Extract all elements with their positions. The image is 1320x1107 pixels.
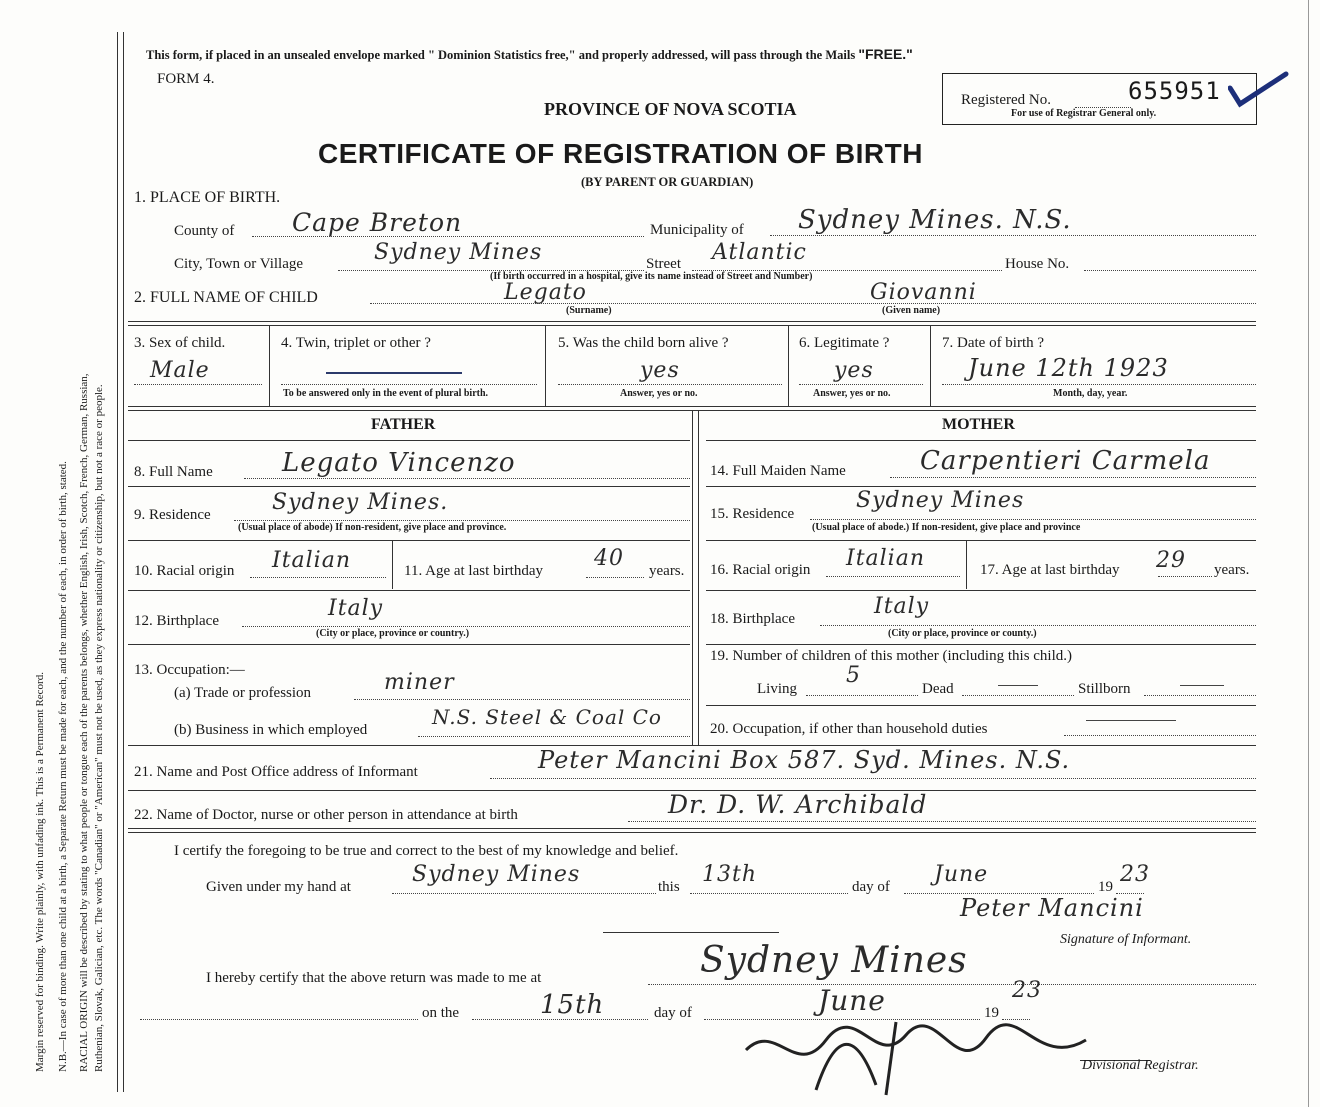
- registrar-year-value: 23: [1012, 978, 1042, 1003]
- legitimate-note: Answer, yes or no.: [813, 388, 891, 399]
- dead-dash: [998, 685, 1038, 686]
- alive-value: yes: [640, 358, 680, 383]
- binding-border-inner: [123, 32, 124, 1092]
- mother-birthplace-note: (City or place, province or county.): [888, 628, 1037, 639]
- doctor-value: Dr. D. W. Archibald: [668, 790, 928, 819]
- year-value: 23: [1120, 862, 1150, 887]
- father-birthplace-note: (City or place, province or country.): [316, 628, 470, 639]
- mother-residence-label: 15. Residence: [710, 506, 795, 522]
- registrar-day-value: 15th: [540, 990, 605, 1020]
- mother-name-value: Carpentieri Carmela: [920, 446, 1211, 476]
- alive-label: 5. Was the child born alive ?: [558, 335, 729, 351]
- registered-no-value: 655951: [1128, 77, 1221, 105]
- on-the-label: on the: [422, 1005, 460, 1021]
- father-age-value: 40: [594, 546, 624, 571]
- certificate-subtitle: (BY PARENT OR GUARDIAN): [581, 175, 754, 189]
- informant-value: Peter Mancini Box 587. Syd. Mines. N.S.: [538, 746, 1071, 774]
- city-value: Sydney Mines: [374, 240, 543, 265]
- given-name-label: (Given name): [882, 305, 941, 316]
- living-label: Living: [757, 681, 797, 697]
- checkmark-icon: [1228, 70, 1290, 110]
- mother-occupation-label: 20. Occupation, if other than household duties: [710, 721, 988, 737]
- margin-note-4: Ruthenian, Slovak, Galician, etc. The words "Canadian" or "American" must not be used, as they express nationality or citizenship, but not a race or people.: [93, 384, 105, 1072]
- father-birthplace-value: Italy: [328, 596, 384, 621]
- mother-heading: MOTHER: [942, 416, 1015, 433]
- mother-name-label: 14. Full Maiden Name: [710, 463, 846, 479]
- dob-note: Month, day, year.: [1053, 388, 1128, 399]
- stillborn-dash: [1180, 685, 1224, 686]
- business-label: (b) Business in which employed: [174, 722, 368, 738]
- twin-label: 4. Twin, triplet or other ?: [281, 335, 431, 351]
- father-race-value: Italian: [272, 548, 352, 573]
- surname-value: Legato: [504, 280, 587, 305]
- registrar-statement: I hereby certify that the above return was made to me at: [206, 970, 542, 986]
- mail-notice: This form, if placed in an unsealed envelope marked " Dominion Statistics free," and properly addressed, will pass through the Mails "FREE.": [146, 46, 913, 62]
- day-of-label: day of: [852, 879, 890, 895]
- twin-note: To be answered only in the event of plural birth.: [283, 388, 489, 399]
- doctor-label: 22. Name of Doctor, nurse or other person in attendance at birth: [134, 807, 518, 823]
- dob-value: June 12th 1923: [968, 354, 1169, 382]
- registered-note: For use of Registrar General only.: [1011, 108, 1157, 119]
- stillborn-label: Stillborn: [1078, 681, 1131, 697]
- municipality-value: Sydney Mines. N.S.: [798, 205, 1072, 235]
- this-label: this: [658, 879, 680, 895]
- father-race-label: 10. Racial origin: [134, 563, 235, 579]
- day-value: 13th: [702, 862, 758, 887]
- right-edge: [1308, 0, 1309, 1107]
- province-heading: PROVINCE OF NOVA SCOTIA: [544, 99, 797, 119]
- father-occupation-label: 13. Occupation:—: [134, 662, 245, 678]
- street-value: Atlantic: [712, 240, 807, 265]
- given-name-value: Giovanni: [870, 280, 977, 305]
- father-residence-label: 9. Residence: [134, 507, 211, 523]
- legitimate-label: 6. Legitimate ?: [799, 335, 890, 351]
- binding-border: [117, 32, 118, 1092]
- margin-note-3: RACIAL ORIGIN will be described by stating to what people or tongue each of the parents belongs, whether English, Irish, Scotch, French, German, Russian,: [78, 373, 90, 1072]
- informant-label: 21. Name and Post Office address of Informant: [134, 764, 418, 780]
- county-label: County of: [174, 223, 235, 239]
- mother-age-value: 29: [1156, 548, 1186, 573]
- father-residence-value: Sydney Mines.: [272, 490, 449, 515]
- father-name-label: 8. Full Name: [134, 464, 213, 480]
- child-name-label: 2. FULL NAME OF CHILD: [134, 289, 318, 306]
- business-value: N.S. Steel & Coal Co: [432, 705, 662, 729]
- margin-note-2: N.B.—In case of more than one child at a birth, a Separate Return must be made for each, and the number of each, in order of birth, stated.: [57, 461, 69, 1072]
- trade-label: (a) Trade or profession: [174, 685, 312, 701]
- informant-signature: Peter Mancini: [960, 894, 1144, 922]
- house-no-label: House No.: [1005, 256, 1070, 272]
- father-heading: FATHER: [371, 416, 436, 433]
- twin-dash: [326, 372, 462, 374]
- registrar-month-value: June: [818, 984, 886, 1017]
- mother-birthplace-value: Italy: [874, 594, 930, 619]
- alive-note: Answer, yes or no.: [620, 388, 698, 399]
- dob-label: 7. Date of birth ?: [942, 335, 1045, 351]
- place-of-birth-heading: 1. PLACE OF BIRTH.: [134, 189, 281, 206]
- registration-box: [942, 73, 1257, 125]
- registrar-label: Divisional Registrar.: [1082, 1058, 1199, 1073]
- father-age-label: 11. Age at last birthday: [404, 563, 543, 579]
- mother-residence-note: (Usual place of abode.) If non-resident, give place and province: [812, 522, 1081, 533]
- certificate-title: CERTIFICATE OF REGISTRATION OF BIRTH: [318, 138, 923, 169]
- county-value: Cape Breton: [292, 208, 463, 237]
- mother-race-value: Italian: [846, 546, 926, 571]
- surname-label: (Surname): [566, 305, 612, 316]
- mother-occupation-dash: [1086, 720, 1176, 721]
- dead-label: Dead: [922, 681, 954, 697]
- given-place-value: Sydney Mines: [412, 862, 581, 887]
- children-count-label: 19. Number of children of this mother (including this child.): [710, 648, 1073, 664]
- year-prefix: 19: [1098, 879, 1113, 895]
- certify-statement: I certify the foregoing to be true and correct to the best of my knowledge and belief.: [174, 843, 679, 859]
- registered-no-label: Registered No.: [961, 92, 1051, 108]
- father-years: years.: [649, 563, 685, 579]
- municipality-label: Municipality of: [650, 222, 744, 238]
- margin-note-1: Margin reserved for binding. Write plainly, with unfading ink. This is a Permanent Record.: [34, 672, 46, 1072]
- father-name-value: Legato Vincenzo: [282, 448, 516, 478]
- registrar-year-prefix: 19: [984, 1005, 999, 1021]
- living-value: 5: [846, 663, 861, 688]
- given-under-label: Given under my hand at: [206, 879, 351, 895]
- mother-years: years.: [1214, 562, 1250, 578]
- form-number: FORM 4.: [157, 71, 215, 87]
- trade-value: miner: [384, 670, 455, 695]
- mother-age-label: 17. Age at last birthday: [980, 562, 1120, 578]
- mother-residence-value: Sydney Mines: [856, 488, 1025, 513]
- hospital-note: (If birth occurred in a hospital, give its name instead of Street and Number): [490, 271, 813, 282]
- registrar-day-of-label: day of: [654, 1005, 692, 1021]
- mother-race-label: 16. Racial origin: [710, 562, 811, 578]
- registrar-signature-icon: [736, 1010, 1106, 1100]
- legitimate-value: yes: [834, 358, 874, 383]
- street-label: Street: [646, 256, 681, 272]
- sex-value: Male: [150, 358, 210, 383]
- registrar-place-value: Sydney Mines: [700, 940, 968, 981]
- city-label: City, Town or Village: [174, 256, 304, 272]
- month-value: June: [934, 862, 989, 887]
- sex-label: 3. Sex of child.: [134, 335, 226, 351]
- father-birthplace-label: 12. Birthplace: [134, 613, 219, 629]
- mother-birthplace-label: 18. Birthplace: [710, 611, 795, 627]
- signature-label: Signature of Informant.: [1060, 932, 1192, 947]
- father-residence-note: (Usual place of abode) If non-resident, give place and province.: [238, 522, 507, 533]
